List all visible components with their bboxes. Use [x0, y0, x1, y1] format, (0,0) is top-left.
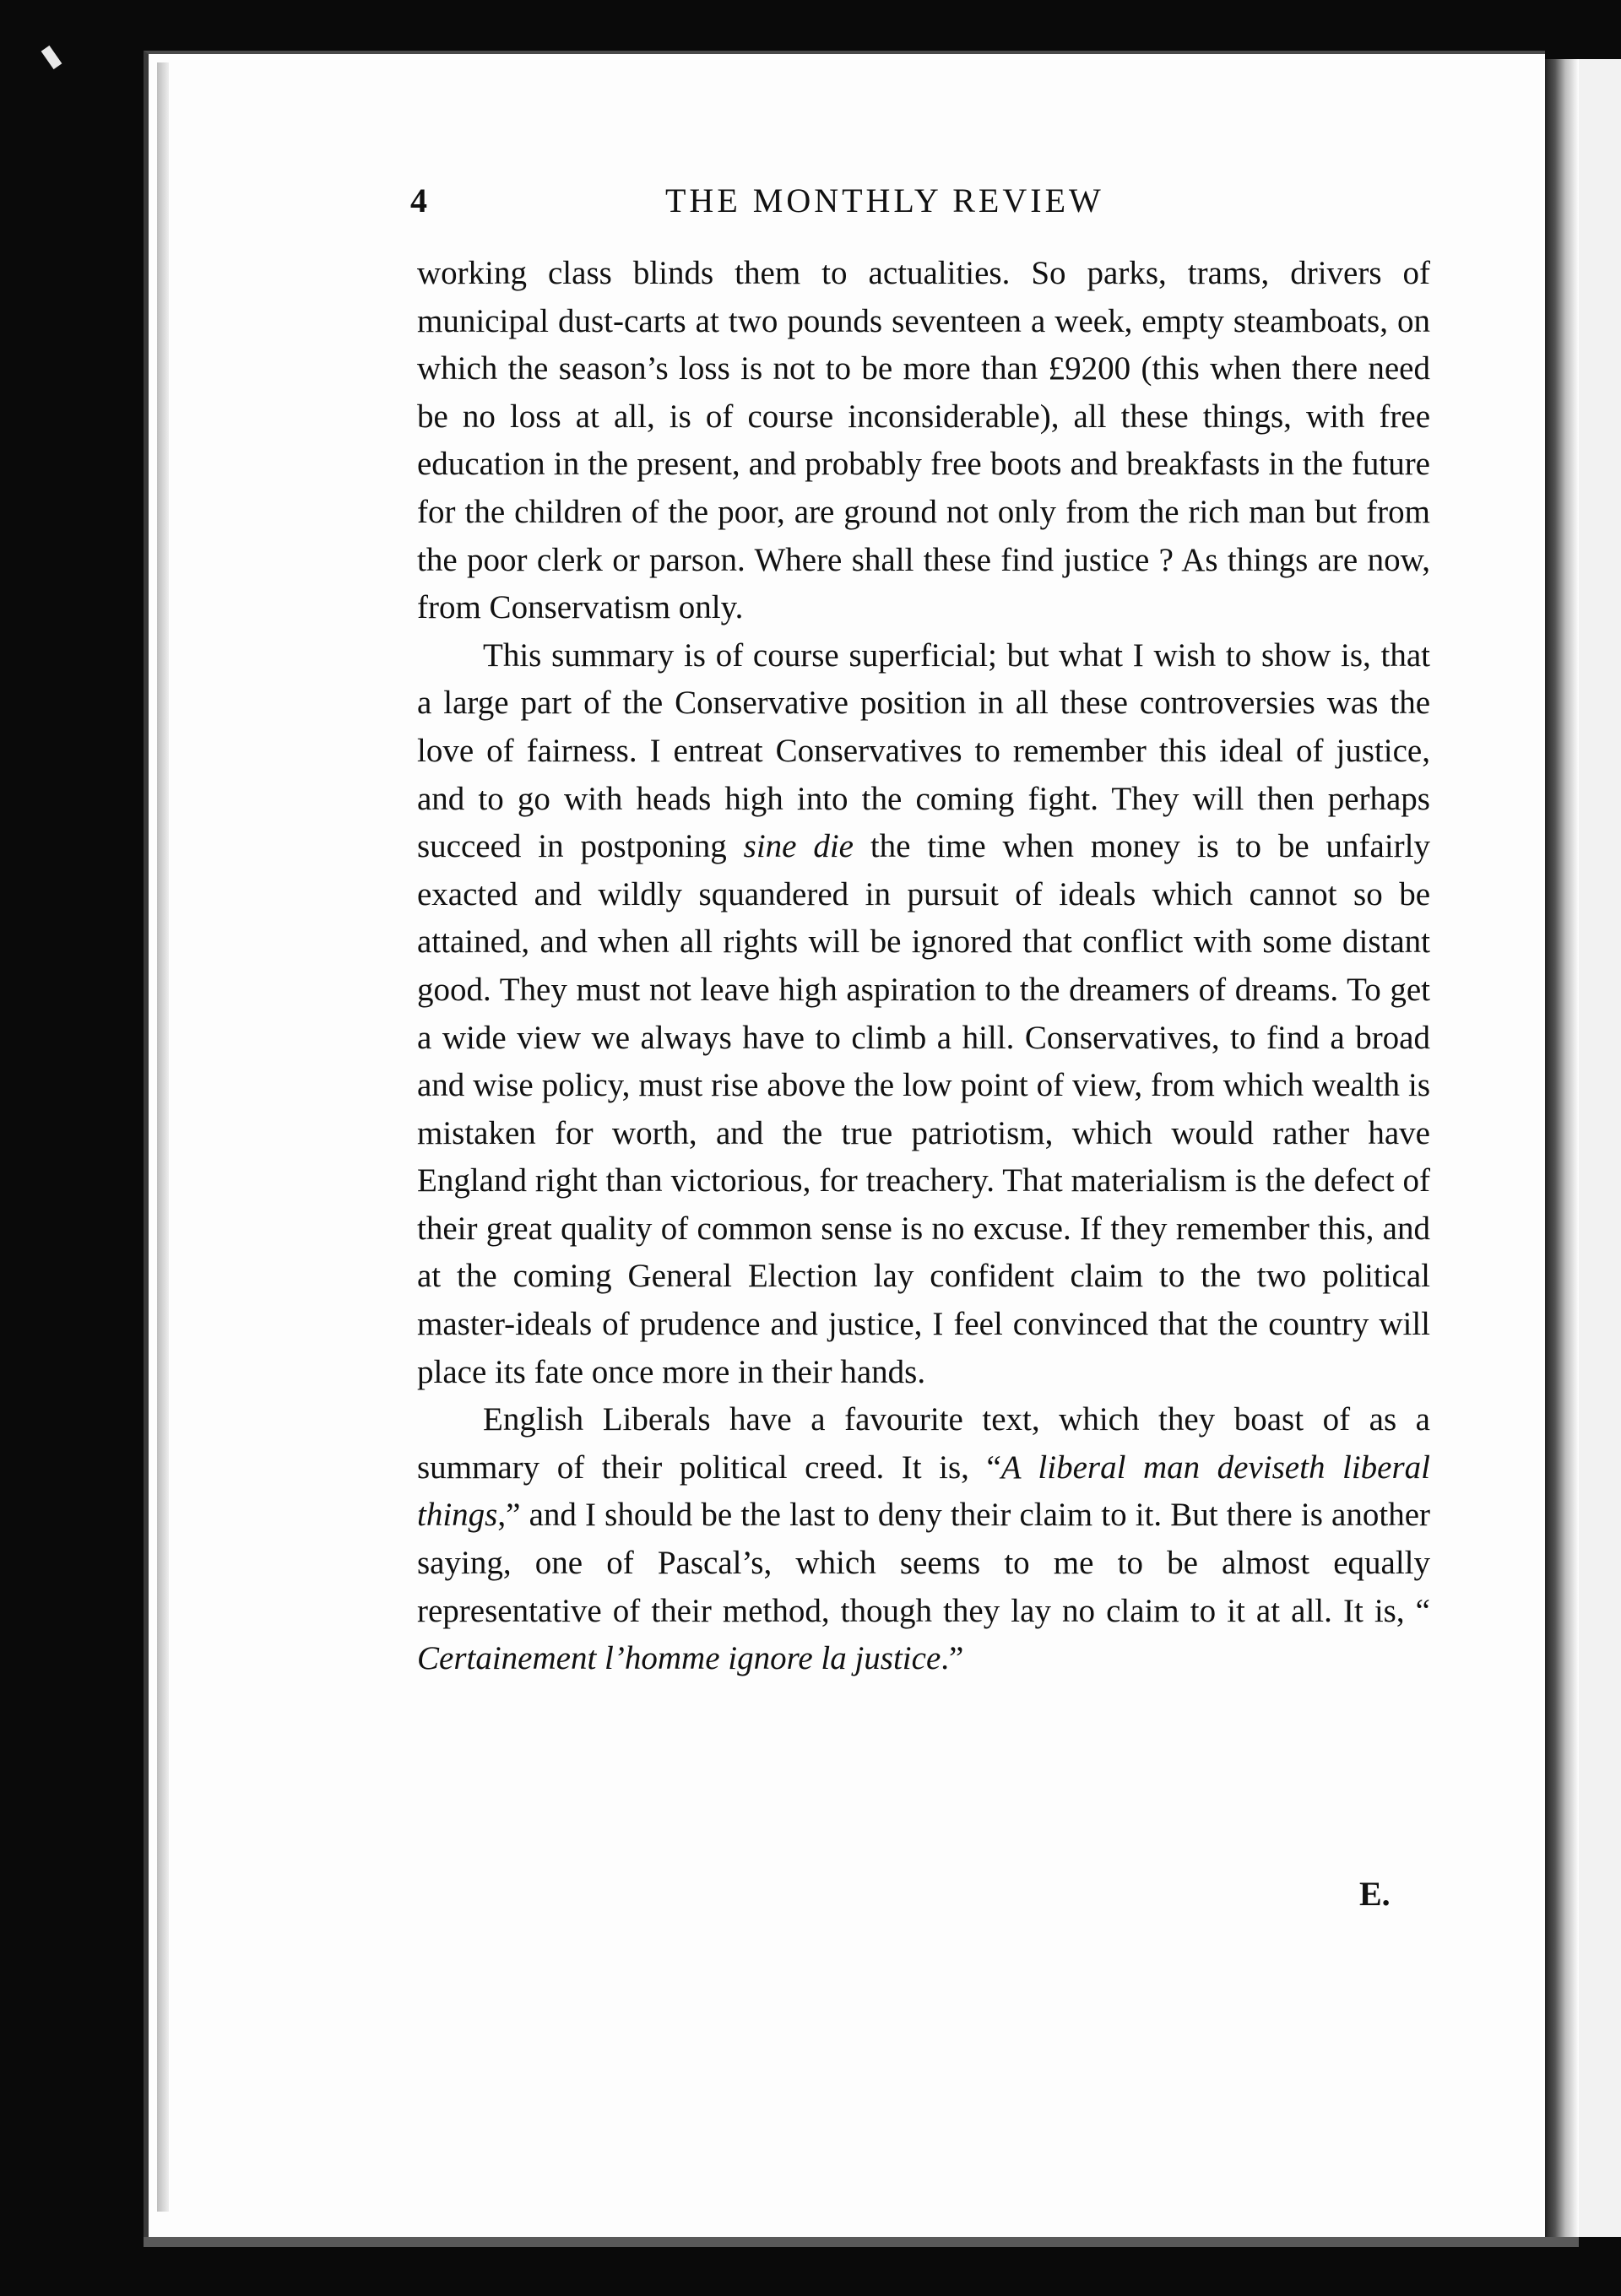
body-text	[417, 250, 1430, 1683]
page-bottom-shadow	[144, 2237, 1579, 2247]
running-head	[410, 181, 1432, 231]
italic-quote-pascal: Certainement l’homme ignore la justice	[417, 1640, 941, 1677]
scan-speck	[41, 46, 62, 69]
paragraph-3: English Liberals have a favourite text, which they boast of as a summary of their political creed. It is, “A liberal man deviseth liberal things,” and I should be the last to deny their claim to it. But there is another saying, one of Pascal’s, which seems to me to be almost equally representative of their method, though they lay no claim to it at all. It is, “ Certainement l’homme ignore la justice.”	[417, 1401, 1430, 1677]
page-number: 4	[410, 181, 427, 219]
author-signature: E.	[1359, 1875, 1391, 1913]
facing-page-edge	[1579, 59, 1621, 2237]
paragraph-1: working class blinds them to actualities. So parks, trams, drivers of municipal dust-carts at two pounds seventeen a week, empty steamboats, on which the season’s loss is not to be more than £9200 (this when there need be no loss at all, is of course inconsiderable), all these things, with free education in the present, and probably free boots and breakfasts in the future for the children of the poor, are ground not only from the rich man but from the poor clerk or parson. Where shall these find justice ? As things are now, from Conservatism only.	[417, 255, 1430, 626]
journal-title: THE MONTHLY REVIEW	[665, 181, 1104, 219]
page-inner-edge	[157, 62, 169, 2212]
italic-quote-liberal: A liberal man deviseth liberal things	[417, 1449, 1430, 1534]
italic-phrase: sine die	[743, 828, 854, 865]
book-gutter-shadow	[1545, 59, 1579, 2237]
paragraph-2: This summary is of course superficial; but what I wish to show is, that a large part of the Conservative position in all these controversies was the love of fairness. I entreat Conservatives to remember this ideal of justice, and to go with heads high into the coming fight. They will then perhaps succeed in postponing sine die the time when money is to be unfairly exacted and wildly squandered in pursuit of ideals which cannot so be attained, and when all rights will be ignored that conflict with some distant good. They must not leave high aspiration to the dreamers of dreams. To get a wide view we always have to climb a hill. Conservatives, to find a broad and wise policy, must rise above the low point of view, from which wealth is mistaken for worth, and the true patriotism, which would rather have England right than victorious, for treachery. That materialism is the defect of their great quality of common sense is no excuse. If they remember this, and at the coming General Election lay confident claim to the two political master-ideals of prudence and justice, I feel convinced that the country will place its fate once more in their hands.	[417, 636, 1430, 1390]
